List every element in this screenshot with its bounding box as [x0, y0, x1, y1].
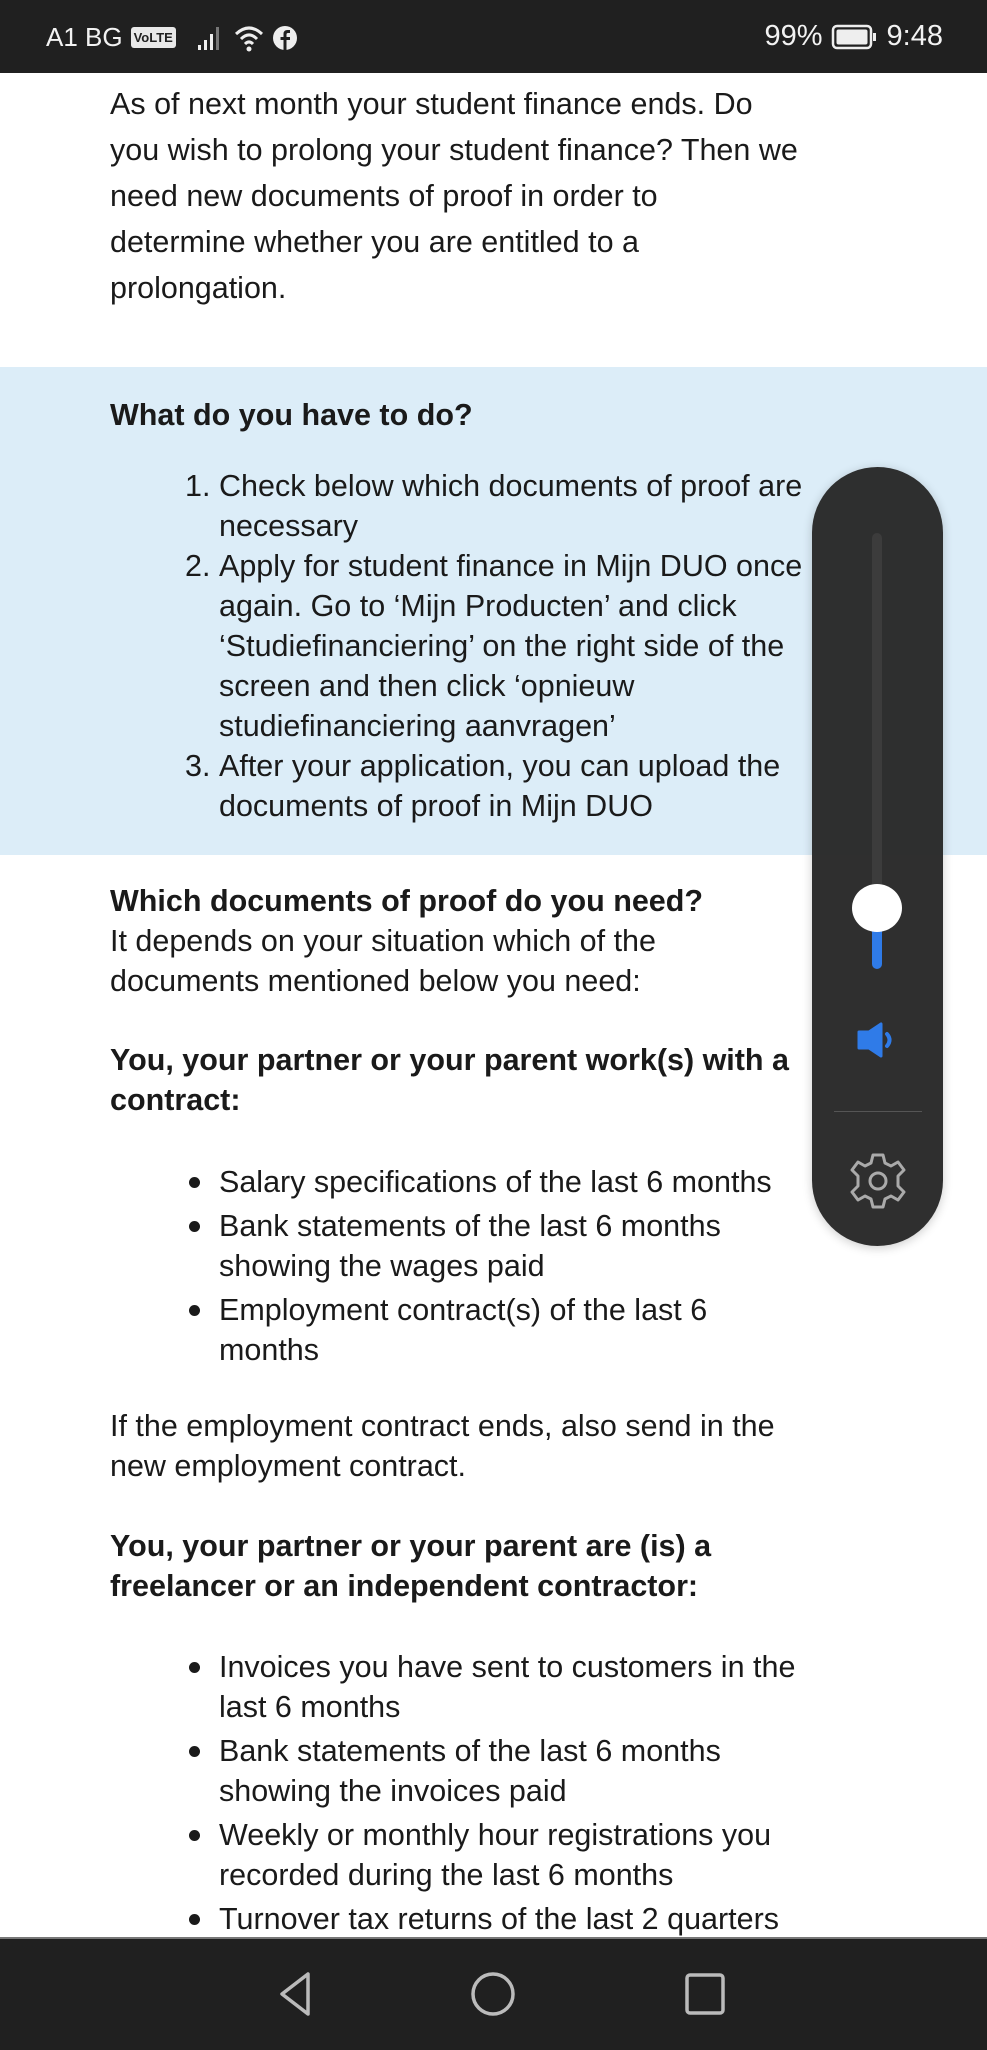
- list-number: 1.: [185, 469, 211, 503]
- text-line: ‘Studiefinanciering’ on the right side of the: [219, 629, 785, 663]
- text-line: Weekly or monthly hour registrations you: [219, 1818, 772, 1852]
- list-item: [219, 1899, 795, 1937]
- facebook-icon: [272, 25, 298, 51]
- freelancer-heading: [110, 1526, 711, 1606]
- wifi-icon: [234, 24, 264, 52]
- list-item: [185, 466, 803, 546]
- text-line: Invoices you have sent to customers in the: [219, 1650, 796, 1684]
- text-line: Turnover tax returns of the last 2 quarters: [219, 1902, 779, 1936]
- text-line: Apply for student finance in Mijn DUO once: [219, 549, 803, 583]
- volte-badge: VoLTE: [131, 27, 176, 48]
- text-line: again. Go to ‘Mijn Producten’ and click: [219, 589, 737, 623]
- freelancer-documents-list: [219, 1647, 795, 1937]
- bullet: [189, 1914, 200, 1925]
- text-line: Employment contract(s) of the last 6: [219, 1293, 708, 1327]
- list-item: [219, 1206, 772, 1286]
- text-line: Bank statements of the last 6 months: [219, 1209, 721, 1243]
- text-line: necessary: [219, 509, 359, 543]
- contract-note: [110, 1406, 775, 1486]
- todo-list: [185, 466, 803, 826]
- list-item: [219, 1815, 795, 1895]
- list-item: [219, 1290, 772, 1370]
- text-line: It depends on your situation which of the: [110, 924, 656, 958]
- bullet: [189, 1746, 200, 1757]
- text-line: You, your partner or your parent work(s) with a: [110, 1043, 789, 1077]
- volume-slider[interactable]: [872, 533, 882, 969]
- status-bar: [0, 0, 987, 73]
- list-item: [185, 746, 802, 826]
- text-line: recorded during the last 6 months: [219, 1858, 674, 1892]
- text-line: contract:: [110, 1083, 241, 1117]
- text-line: studiefinanciering aanvragen’: [219, 709, 616, 743]
- carrier-label: A1 BG: [46, 22, 123, 52]
- speaker-icon[interactable]: [856, 1020, 900, 1060]
- panel-divider: [834, 1111, 922, 1112]
- battery-icon: [831, 23, 879, 51]
- contract-documents-list: [219, 1162, 772, 1374]
- recents-icon[interactable]: [680, 1969, 730, 2019]
- intro-paragraph: [110, 81, 798, 311]
- text-line: showing the wages paid: [219, 1249, 545, 1283]
- text-line: documents of proof in Mijn DUO: [219, 789, 653, 823]
- home-icon[interactable]: [468, 1969, 518, 2019]
- text-line: need new documents of proof in order to: [110, 179, 658, 213]
- list-item: [219, 1731, 795, 1811]
- page-content: [0, 73, 987, 1937]
- contract-heading: [110, 1040, 789, 1120]
- text-line: screen and then click ‘opnieuw: [219, 669, 635, 703]
- volume-slider-thumb[interactable]: [852, 884, 902, 932]
- text-line: As of next month your student finance ends. Do: [110, 87, 753, 121]
- text-line: If the employment contract ends, also send in the: [110, 1409, 775, 1443]
- text-line: prolongation.: [110, 271, 287, 305]
- text-line: documents mentioned below you need:: [110, 964, 641, 998]
- text-line: you wish to prolong your student finance? Then we: [110, 133, 798, 167]
- text-line: After your application, you can upload the: [219, 749, 781, 783]
- navigation-bar: [0, 1937, 987, 2050]
- text-line: last 6 months: [219, 1690, 401, 1724]
- list-item: [219, 1162, 772, 1202]
- text-line: Salary specifications of the last 6 months: [219, 1165, 772, 1199]
- which-documents-section: [110, 881, 703, 1001]
- text-line: showing the invoices paid: [219, 1774, 567, 1808]
- list-number: 2.: [185, 549, 211, 583]
- bullet: [189, 1662, 200, 1673]
- section-heading: Which documents of proof do you need?: [110, 884, 704, 918]
- text-line: Bank statements of the last 6 months: [219, 1734, 721, 1768]
- signal-icon: [196, 25, 226, 51]
- bullet: [189, 1221, 200, 1232]
- text-line: You, your partner or your parent are (is) a: [110, 1529, 712, 1563]
- bullet: [189, 1177, 200, 1188]
- bullet: [189, 1830, 200, 1841]
- todo-heading: [110, 395, 473, 435]
- list-number: 3.: [185, 749, 211, 783]
- list-item: [185, 546, 803, 746]
- back-icon[interactable]: [272, 1969, 322, 2019]
- bullet: [189, 1305, 200, 1316]
- gear-icon[interactable]: [848, 1151, 908, 1211]
- section-heading: What do you have to do?: [110, 398, 473, 432]
- text-line: determine whether you are entitled to a: [110, 225, 639, 259]
- text-line: Check below which documents of proof are: [219, 469, 803, 503]
- text-line: new employment contract.: [110, 1449, 466, 1483]
- battery-percent: 99%: [764, 20, 823, 52]
- text-line: months: [219, 1333, 320, 1367]
- volume-panel: [812, 467, 943, 1246]
- list-item: [219, 1647, 795, 1727]
- text-line: freelancer or an independent contractor:: [110, 1569, 699, 1603]
- clock: 9:48: [886, 20, 943, 52]
